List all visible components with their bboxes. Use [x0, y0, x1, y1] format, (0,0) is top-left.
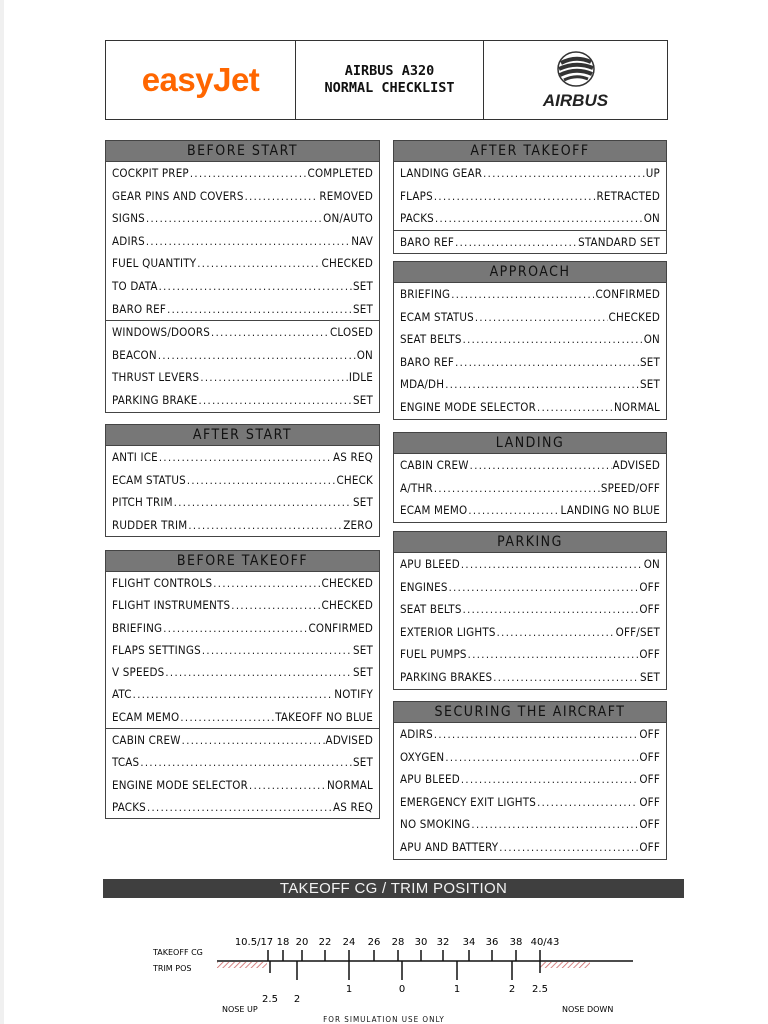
before-takeoff-title: BEFORE TAKEOFF — [106, 551, 379, 572]
checklist-item — [106, 162, 379, 185]
checklist-item — [106, 639, 379, 661]
checklist-item-label: BARO REF — [400, 354, 455, 369]
leader-dots — [146, 208, 322, 231]
leader-dots — [158, 345, 356, 368]
checklist-item-label: APU AND BATTERY — [400, 839, 499, 854]
leader-dots — [167, 299, 352, 322]
checklist-item-value: UP — [645, 166, 660, 180]
cg-tick-label: 22 — [318, 937, 332, 948]
checklist-item-value: ADVISED — [612, 458, 660, 472]
leader-dots — [497, 622, 615, 645]
leader-dots — [187, 470, 336, 493]
checklist-item — [394, 576, 666, 599]
leader-dots — [470, 455, 612, 478]
leader-dots — [493, 667, 639, 690]
leader-dots — [471, 814, 638, 837]
checklist-item-label: FLAPS SETTINGS — [112, 642, 201, 657]
checklist-item-label: APU BLEED — [400, 557, 460, 571]
checklist-item — [106, 728, 379, 751]
checklist-item-value: OFF — [639, 727, 660, 741]
cg-tick-label: 26 — [367, 937, 381, 948]
trim-tick-label: 1 — [453, 984, 461, 995]
checklist-item — [394, 836, 666, 859]
checklist-item-value: OFF — [639, 839, 660, 854]
trim-section-heading: TAKEOFF CG / TRIM POSITION — [103, 879, 684, 898]
leader-dots — [190, 163, 307, 186]
leader-dots — [434, 724, 638, 747]
title-line-aircraft: AIRBUS A320 — [344, 63, 435, 79]
approach-checklist — [393, 261, 667, 420]
checklist-item — [106, 275, 379, 298]
checklist-item-label: SEAT BELTS — [400, 332, 462, 347]
leader-dots — [231, 595, 320, 617]
checklist-item-label: BARO REF — [400, 234, 455, 249]
checklist-item-value: SET — [639, 669, 660, 684]
leader-dots — [468, 500, 559, 523]
checklist-item-label: FUEL QUANTITY — [112, 256, 197, 271]
leader-dots — [537, 397, 613, 420]
landing-title: LANDING — [394, 433, 666, 454]
checklist-item-value: NOTIFY — [334, 687, 373, 702]
leader-dots — [434, 186, 596, 209]
cg-tick-label: 32 — [436, 937, 450, 948]
checklist-item-value: OFF — [639, 579, 660, 594]
checklist-item-label: SEAT BELTS — [400, 602, 462, 617]
securing-aircraft-checklist — [393, 701, 667, 860]
checklist-item-value: OFF — [639, 794, 660, 809]
page-edge — [0, 0, 4, 1024]
checklist-item-value: SET — [352, 301, 373, 316]
checklist-item-value: SPEED/OFF — [600, 480, 660, 495]
leader-dots — [463, 329, 643, 352]
checklist-item-value: CONFIRMED — [595, 287, 660, 301]
cg-tick-label: 24 — [342, 937, 356, 948]
checklist-item-label: RUDDER TRIM — [112, 517, 188, 532]
checklist-item-label: TO DATA — [112, 278, 158, 293]
checklist-item-value: ON — [643, 557, 660, 571]
checklist-item-label: FLAPS — [400, 188, 433, 203]
leader-dots — [483, 163, 645, 186]
checklist-item-value: OFF — [639, 602, 660, 617]
leader-dots — [180, 707, 274, 729]
checklist-item-value: CHECK — [336, 472, 373, 487]
checklist-item — [394, 598, 666, 621]
before-takeoff-checklist — [105, 550, 380, 819]
checklist-item-label: OXYGEN — [400, 749, 445, 764]
trim-tick-label: 0 — [398, 984, 406, 995]
checklist-item-value: IDLE — [348, 370, 373, 385]
checklist-item — [106, 446, 379, 469]
checklist-item-label: THRUST LEVERS — [112, 370, 200, 385]
checklist-item — [106, 298, 379, 321]
leader-dots — [200, 367, 348, 390]
cg-tick-label: 40/43 — [530, 937, 560, 948]
simulation-disclaimer: FOR SIMULATION USE ONLY — [323, 1015, 445, 1024]
parking-title: PARKING — [394, 532, 666, 553]
leader-dots — [163, 618, 307, 640]
checklist-item — [106, 230, 379, 253]
cg-tick-label: 20 — [295, 937, 309, 948]
checklist-item — [394, 666, 666, 689]
checklist-item — [394, 328, 666, 351]
checklist-item-value: ON — [643, 332, 660, 347]
trim-scale — [0, 930, 768, 1014]
checklist-item — [394, 746, 666, 769]
checklist-item-label: ECAM STATUS — [400, 309, 474, 324]
checklist-item-value: SET — [639, 354, 660, 369]
after-start-checklist — [105, 424, 380, 537]
checklist-item — [106, 617, 379, 639]
checklist-item-label: PARKING BRAKES — [400, 669, 493, 684]
approach-title: APPROACH — [394, 262, 666, 283]
leader-dots — [198, 390, 352, 413]
securing-title: SECURING THE AIRCRAFT — [394, 702, 666, 723]
checklist-item — [394, 553, 666, 576]
leader-dots — [449, 577, 639, 600]
checklist-item-value: TAKEOFF NO BLUE — [275, 709, 373, 724]
leader-dots — [159, 447, 332, 470]
leader-dots — [455, 232, 577, 255]
nose-up-label: NOSE UP — [222, 1005, 258, 1014]
leader-dots — [133, 684, 334, 706]
checklist-item — [106, 661, 379, 683]
checklist-item — [106, 706, 379, 728]
checklist-item-value: CLOSED — [330, 325, 373, 340]
checklist-item — [106, 320, 379, 344]
checklist-item — [394, 207, 666, 230]
checklist-item-label: V SPEEDS — [112, 665, 165, 680]
checklist-item-label: CABIN CREW — [112, 733, 181, 748]
checklist-item-value: CHECKED — [608, 309, 660, 324]
landing-checklist — [393, 432, 667, 523]
checklist-item — [394, 723, 666, 746]
leader-dots — [188, 515, 342, 538]
leader-dots — [245, 186, 319, 209]
checklist-item-label: ATC — [112, 687, 132, 702]
checklist-item-value: OFF/SET — [615, 624, 660, 639]
checklist-item-value: REMOVED — [319, 188, 373, 203]
checklist-item — [106, 774, 379, 796]
leader-dots — [445, 374, 639, 397]
checklist-item — [394, 185, 666, 208]
checklist-item — [394, 306, 666, 329]
checklist-item-value: ZERO — [343, 517, 373, 532]
checklist-item-label: CABIN CREW — [400, 458, 469, 472]
checklist-item-value: ON — [643, 211, 660, 226]
checklist-item-value: OFF — [639, 647, 660, 662]
checklist-item-value: ON — [356, 347, 373, 362]
checklist-item — [394, 396, 666, 419]
cg-tick-label: 28 — [391, 937, 405, 948]
checklist-item-value: ON/AUTO — [323, 211, 373, 226]
checklist-item-value: STANDARD SET — [578, 234, 660, 249]
checklist-item — [106, 252, 379, 275]
cg-tick-label: 18 — [276, 937, 290, 948]
checklist-item-label: BRIEFING — [112, 620, 163, 635]
checklist-title — [296, 41, 484, 119]
checklist-item-label: ECAM MEMO — [112, 709, 180, 724]
checklist-item-value: RETRACTED — [596, 188, 660, 203]
checklist-item — [106, 751, 379, 773]
checklist-item — [394, 643, 666, 666]
checklist-item-value: OFF — [639, 772, 660, 787]
checklist-item-value: LANDING NO BLUE — [560, 503, 660, 518]
cg-tick-label: 34 — [462, 937, 476, 948]
checklist-item — [106, 796, 379, 818]
checklist-item-label: BRIEFING — [400, 287, 451, 301]
cg-tick-label: 10.5/17 — [234, 937, 274, 948]
leader-dots — [468, 644, 639, 667]
checklist-item-value: AS REQ — [333, 450, 373, 464]
checklist-item-value: SET — [352, 392, 373, 407]
checklist-item-value: NAV — [351, 233, 373, 248]
leader-dots — [213, 573, 320, 595]
checklist-item — [394, 454, 666, 477]
checklist-item-label: APU BLEED — [400, 772, 460, 787]
checklist-item-value: OFF — [639, 749, 660, 764]
checklist-item-label: EMERGENCY EXIT LIGHTS — [400, 794, 537, 809]
checklist-item — [394, 373, 666, 396]
checklist-item-label: MDA/DH — [400, 377, 445, 392]
airbus-wordmark: AIRBUS — [542, 91, 609, 110]
checklist-item-value: CONFIRMED — [308, 620, 373, 635]
leader-dots — [211, 322, 329, 345]
checklist-item-value: SET — [352, 755, 373, 770]
trim-tick-label: 2.5 — [532, 984, 548, 995]
nose-up-limit-hatch — [217, 962, 267, 968]
after-takeoff-checklist — [393, 140, 667, 254]
leader-dots — [451, 284, 594, 307]
before-start-title: BEFORE START — [106, 141, 379, 162]
checklist-item — [394, 477, 666, 500]
checklist-item-label: ADIRS — [112, 233, 145, 248]
leader-dots — [147, 797, 332, 819]
checklist-item — [106, 572, 379, 594]
trim-tick-label: 2 — [508, 984, 516, 995]
checklist-item-label: FLIGHT CONTROLS — [112, 576, 213, 590]
checklist-item-label: FUEL PUMPS — [400, 647, 467, 662]
parking-checklist — [393, 531, 667, 690]
checklist-item-value: CHECKED — [321, 256, 373, 271]
airbus-swirl-icon — [554, 49, 598, 89]
checklist-header — [105, 40, 668, 120]
trim-tick-label: 1 — [345, 984, 353, 995]
checklist-item-label: ANTI ICE — [112, 450, 158, 464]
leader-dots — [435, 208, 643, 231]
leader-dots — [140, 752, 352, 774]
checklist-item — [394, 621, 666, 644]
after-start-title: AFTER START — [106, 425, 379, 446]
checklist-item-label: ENGINE MODE SELECTOR — [400, 399, 537, 414]
checklist-item — [394, 162, 666, 185]
leader-dots — [499, 837, 638, 860]
checklist-item-label: BEACON — [112, 347, 157, 362]
checklist-item — [106, 207, 379, 230]
leader-dots — [182, 730, 325, 752]
leader-dots — [146, 231, 350, 254]
checklist-item-label: WINDOWS/DOORS — [112, 325, 211, 340]
leader-dots — [445, 747, 638, 770]
checklist-item — [394, 499, 666, 522]
checklist-item-value: SET — [639, 377, 660, 392]
leader-dots — [455, 352, 639, 375]
checklist-item — [106, 185, 379, 208]
checklist-item — [106, 469, 379, 492]
checklist-item-label: TCAS — [112, 755, 140, 770]
checklist-item-label: ENGINES — [400, 579, 448, 594]
checklist-item — [394, 283, 666, 306]
leader-dots — [197, 253, 320, 276]
airbus-logo — [484, 41, 667, 119]
checklist-item-label: PARKING BRAKE — [112, 392, 198, 407]
checklist-item-label: PACKS — [400, 211, 434, 226]
nose-down-label: NOSE DOWN — [562, 1005, 614, 1014]
checklist-item — [106, 366, 379, 389]
checklist-item — [394, 813, 666, 836]
checklist-item-value: SET — [352, 642, 373, 657]
checklist-item-value: SET — [352, 495, 373, 510]
nose-down-limit-hatch — [540, 962, 590, 968]
checklist-item-value: OFF — [639, 817, 660, 832]
leader-dots — [461, 554, 643, 577]
checklist-item-value: NORMAL — [326, 777, 373, 792]
title-line-checklist: NORMAL CHECKLIST — [324, 80, 455, 96]
leader-dots — [461, 769, 638, 792]
checklist-item-value: CHECKED — [321, 598, 373, 613]
checklist-item-value: SET — [352, 278, 373, 293]
before-start-checklist — [105, 140, 380, 413]
checklist-item-label: ADIRS — [400, 727, 433, 741]
checklist-item-label: A/THR — [400, 480, 433, 495]
checklist-item — [394, 351, 666, 374]
trim-pos-label: TRIM POS — [153, 964, 192, 973]
checklist-item-label: EXTERIOR LIGHTS — [400, 624, 496, 639]
checklist-item — [394, 230, 666, 254]
cg-tick-label: 38 — [509, 937, 523, 948]
leader-dots — [165, 662, 352, 684]
leader-dots — [249, 775, 326, 797]
checklist-item-label: PACKS — [112, 799, 146, 814]
after-takeoff-title: AFTER TAKEOFF — [394, 141, 666, 162]
checklist-item-value: SET — [352, 665, 373, 680]
checklist-item-label: SIGNS — [112, 211, 145, 226]
leader-dots — [475, 307, 608, 330]
checklist-item-value: ADVISED — [325, 733, 373, 748]
checklist-item-value: AS REQ — [333, 799, 373, 814]
checklist-item — [106, 491, 379, 514]
checklist-item-label: FLIGHT INSTRUMENTS — [112, 598, 231, 613]
checklist-item — [394, 791, 666, 814]
checklist-item-label: ECAM STATUS — [112, 472, 186, 487]
checklist-item-label: BARO REF — [112, 301, 167, 316]
checklist-item — [106, 683, 379, 705]
easyjet-logo: easyJet — [106, 41, 296, 119]
checklist-item — [106, 389, 379, 412]
checklist-item — [106, 344, 379, 367]
trim-tick-label: 2 — [293, 994, 301, 1005]
checklist-item-label: COCKPIT PREP — [112, 166, 189, 180]
checklist-item — [106, 514, 379, 537]
checklist-item-label: NO SMOKING — [400, 817, 471, 832]
leader-dots — [202, 640, 352, 662]
checklist-item — [394, 768, 666, 791]
trim-tick-label: 2.5 — [262, 994, 278, 1005]
leader-dots — [174, 492, 352, 515]
leader-dots — [463, 599, 639, 622]
checklist-item-value: CHECKED — [321, 576, 373, 590]
leader-dots — [434, 478, 600, 501]
checklist-item-label: GEAR PINS AND COVERS — [112, 188, 244, 203]
checklist-item — [106, 594, 379, 616]
checklist-item-label: ECAM MEMO — [400, 503, 468, 518]
checklist-item-value: NORMAL — [613, 399, 660, 414]
cg-tick-label: 30 — [414, 937, 428, 948]
cg-tick-label: 36 — [485, 937, 499, 948]
leader-dots — [159, 276, 352, 299]
takeoff-cg-label: TAKEOFF CG — [153, 948, 203, 957]
leader-dots — [537, 792, 638, 815]
checklist-item-label: PITCH TRIM — [112, 495, 173, 510]
checklist-item-value: COMPLETED — [307, 166, 373, 180]
checklist-item-label: ENGINE MODE SELECTOR — [112, 777, 249, 792]
checklist-item-label: LANDING GEAR — [400, 166, 483, 180]
